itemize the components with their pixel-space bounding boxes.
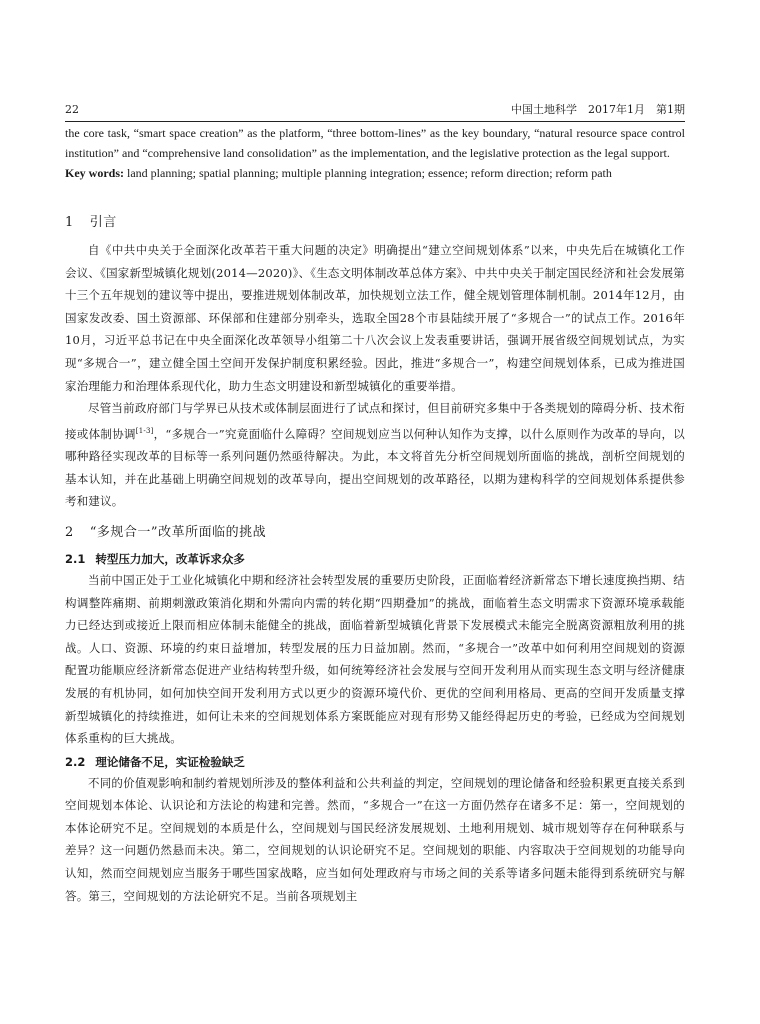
subsection-number: 2.1 [65, 551, 86, 566]
abstract-tail: the core task, “smart space creation” as the platform, “three bottom-lines” as the key boundary, “natural resource space control institution” and “comprehensive land consolidation” as the implementation, and the legislative protection as the legal support. [65, 126, 685, 160]
body-text [65, 123, 685, 907]
section-number: 2 [65, 524, 74, 540]
subsection-heading [65, 752, 685, 772]
section-title: 引言 [89, 215, 117, 230]
keywords-label: Key words: [65, 166, 124, 180]
keywords [65, 163, 685, 183]
paragraph [65, 397, 685, 513]
page-number: 22 [65, 103, 79, 116]
header-rule [65, 121, 685, 122]
subsection-number: 2.2 [65, 754, 86, 769]
subsection-heading [65, 549, 685, 569]
section-heading-challenges [65, 523, 685, 543]
subsection-title: 转型压力加大，改革诉求众多 [95, 551, 245, 566]
paragraph-text: ，“多规合一”究竟面临什么障碍？空间规划应当以何种认知作为支撑，以什么原则作为改革的导向，以哪种路径实现改革的目标等一系列问题仍然亟待解决。为此，本文将首先分析空间规划所面临的挑战，剖析空间规划的基本认知，并在此基础上明确空间规划的改革导向，提出空间规划的改革路径，以期为建构科学的空间规划体系提供参考和建议。 [65, 426, 686, 509]
section-heading-introduction [65, 213, 685, 233]
paragraph-text: 尽管当前政府部门与学界已从技术或体制层面进行了试点和探讨，但目前研究多集中于各类规划的障碍分析、技术衔接或体制协调 [65, 401, 685, 441]
keywords-text: land planning; spatial planning; multiple planning integration; essence; reform direction; reform path [127, 166, 612, 180]
section-number: 1 [65, 215, 74, 230]
paragraph: 自《中共中央关于全面深化改革若干重大问题的决定》明确提出“建立空间规划体系”以来，中央先后在城镇化工作会议、《国家新型城镇化规划(2014—2020)》、《生态文明体制改革总体方案》、中共中央关于制定国民经济和社会发展第十三个五年规划的建议等中提出，要推进规划体制改革，加快规划立法工作，健全规划管理体制机制。2014年12月，由国家发改委、国土资源部、环保部和住建部分别牵头，选取全国28个市县陆续开展了“多规合一”的试点工作。2016年10月，习近平总书记在中央全面深化改革领导小组第二十八次会议上发表重要讲话，强调开展省级空间规划试点，为实现“多规合一”，建立健全国土空间开发保护制度积累经验。因此，推进“多规合一”，构建空间规划体系，已成为推进国家治理能力和治理体系现代化，助力生态文明建设和新型城镇化的重要举措。 [65, 243, 685, 393]
section-title: “多规合一”改革所面临的挑战 [89, 524, 267, 540]
subsection-title: 理论储备不足，实证检验缺乏 [95, 754, 245, 769]
journal-info: 中国土地科学 2017年1月 第1期 [511, 103, 685, 116]
paragraph: 当前中国正处于工业化城镇化中期和经济社会转型发展的重要历史阶段，正面临着经济新常态下增长速度换挡期、结构调整阵痛期、前期刺激政策消化期和外需向内需的转化期“四期叠加”的挑战，面临着生态文明需求下资源环境承载能力已经达到或接近上限而相应体制未能健全的挑战，面临着新型城镇化背景下发展模式未能完全脱离资源粗放利用的挑战。人口、资源、环境的约束日益增加，转型发展的压力日益加剧。然而，“多规合一”改革中如何利用空间规划的资源配置功能顺应经济新常态促进产业结构转型升级，如何统筹经济社会发展与空间开发利用从而实现生态文明与经济健康发展的有机协同，如何加快空间开发利用方式以更少的资源环境代价、更优的空间利用格局、更高的空间开发质量支撑新型城镇化的持续推进，如何让未来的空间规划体系方案既能应对现有形势又能经得起历史的考验，已经成为空间规划体系重构的巨大挑战。 [65, 572, 685, 746]
running-header [65, 100, 685, 120]
paragraph: 不同的价值观影响和制约着规划所涉及的整体利益和公共利益的判定，空间规划的理论储备和经验积累更直接关系到空间规划本体论、认识论和方法论的构建和完善。然而，“多规合一”在这一方面仍然存在诸多不足：第一，空间规划的本体论研究不足。空间规划的本质是什么，空间规划与国民经济发展规划、土地利用规划、城市规划等存在何种联系与差异？这一问题仍然悬而未决。第二，空间规划的认识论研究不足。空间规划的职能、内容取决于空间规划的功能导向认知，然而空间规划应当服务于哪些国家战略，应当如何处理政府与市场之间的关系等诸多问题未能得到系统研究与解答。第三，空间规划的方法论研究不足。当前各项规划主 [65, 775, 685, 903]
citation: [1-3] [135, 426, 154, 435]
